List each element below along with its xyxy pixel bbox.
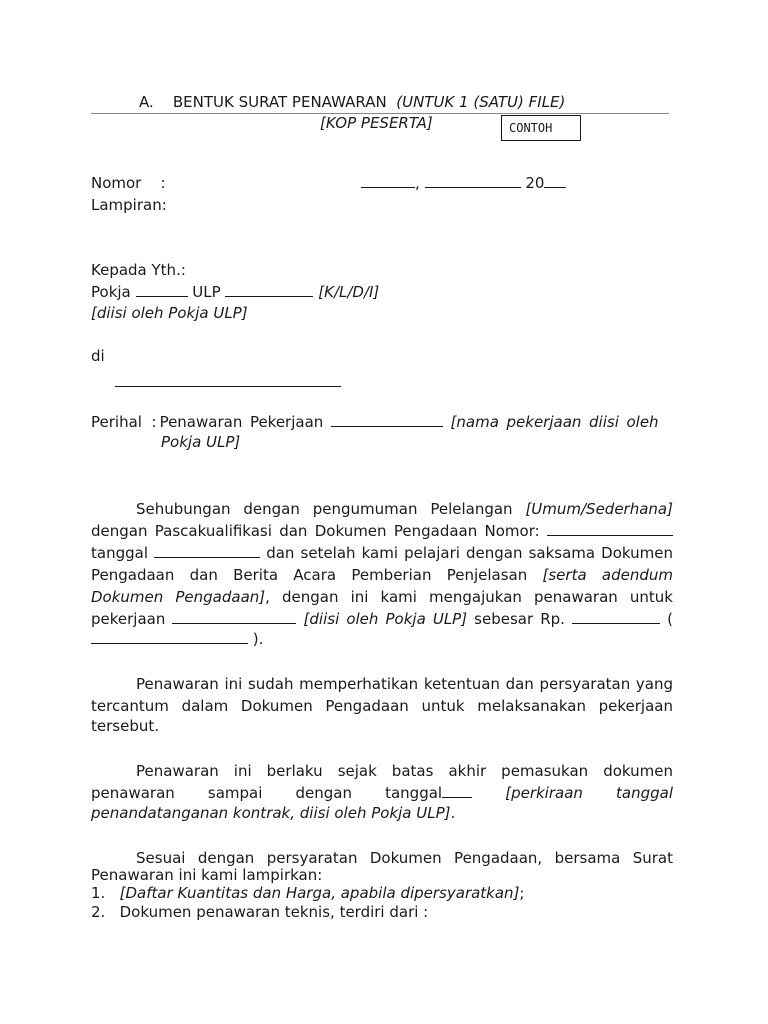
- para1-line-6: pekerjaan [diisi oleh Pokja ULP] sebesar Rp. (: [91, 610, 673, 628]
- list-item: 2. Dokumen penawaran teknis, terdiri dari :: [91, 903, 429, 921]
- para1-line-3: tanggal dan setelah kami pelajari dengan saksama Dokumen: [91, 544, 673, 562]
- title-italic: (UNTUK 1 (SATU) FILE): [396, 93, 566, 111]
- title-letter: A.: [139, 93, 154, 111]
- para2-line-3: tersebut.: [91, 717, 159, 735]
- para1-line-7: ).: [91, 630, 263, 648]
- perihal-line-1: Perihal : Penawaran Pekerjaan [nama pekerjaan diisi oleh: [91, 413, 659, 431]
- para2-line-1: Penawaran ini sudah memperhatikan ketentuan dan persyaratan yang: [136, 675, 673, 693]
- para1-line-5: Dokumen Pengadaan], dengan ini kami mengajukan penawaran untuk: [91, 588, 673, 606]
- para4-line-2: Penawaran ini kami lampirkan:: [91, 866, 323, 884]
- contoh-stamp: CONTOH: [501, 115, 581, 141]
- list-item: 1. [Daftar Kuantitas dan Harga, apabila dipersyaratkan];: [91, 884, 525, 902]
- address-blank: [115, 372, 341, 387]
- para1-line-1: Sehubungan dengan pengumuman Pelelangan [Umum/Sederhana]: [136, 500, 673, 518]
- nomor-label: Nomor :: [91, 174, 166, 192]
- para2-line-2: tercantum dalam Dokumen Pengadaan untuk melaksanakan pekerjaan: [91, 697, 673, 715]
- lampiran-label: Lampiran:: [91, 196, 167, 214]
- para3-line-1: Penawaran ini berlaku sejak batas akhir pemasukan dokumen: [136, 762, 673, 780]
- pokja-line: Pokja ULP [K/L/D/I]: [91, 283, 380, 301]
- para4-line-1: Sesuai dengan persyaratan Dokumen Pengadaan, bersama Surat: [136, 849, 673, 867]
- blank-date: [425, 174, 521, 188]
- di-label: di: [91, 347, 105, 365]
- title-text: BENTUK SURAT PENAWARAN: [172, 93, 387, 111]
- kop-peserta: [KOP PESERTA]: [320, 114, 433, 132]
- date-field: , 20: [361, 174, 566, 192]
- document-title: [0, 93, 768, 111]
- para3-line-2: penawaran sampai dengan tanggal [perkiraan tanggal: [91, 784, 673, 802]
- blank-year: [544, 174, 566, 188]
- para1-line-4: Pengadaan dan Berita Acara Pemberian Penjelasan [serta adendum: [91, 566, 673, 584]
- para1-line-2: dengan Pascakualifikasi dan Dokumen Pengadaan Nomor:: [91, 520, 673, 542]
- blank-place: [361, 174, 415, 188]
- perihal-line-2: Pokja ULP]: [161, 433, 241, 451]
- para3-line-3: penandatanganan kontrak, diisi oleh Pokja ULP].: [91, 804, 456, 822]
- diisi-pokja: [diisi oleh Pokja ULP]: [91, 304, 248, 322]
- kepada-yth: Kepada Yth.:: [91, 261, 186, 279]
